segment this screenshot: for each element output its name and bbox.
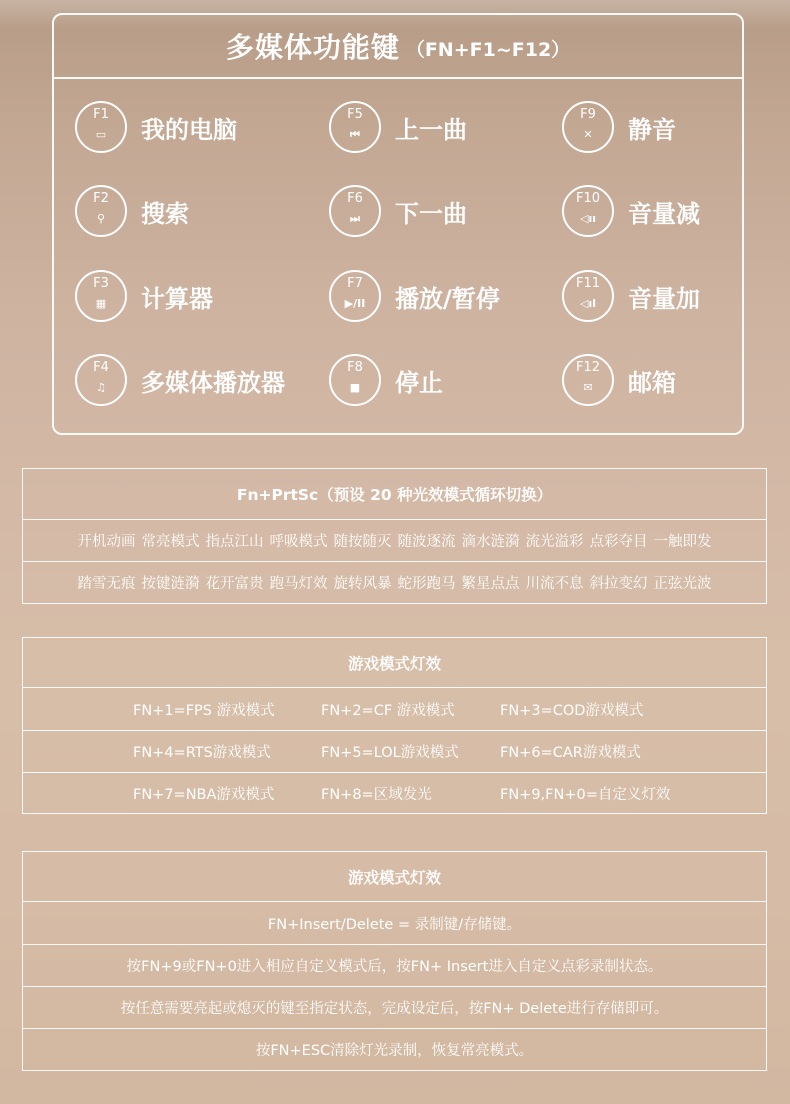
key-badge (562, 185, 614, 237)
game-mode-entry: FN+5=LOL游戏模式 (321, 745, 459, 761)
fn-key-f3 (75, 270, 213, 322)
key-code: F8 (347, 360, 363, 375)
game-modes-row (23, 772, 766, 813)
effect-name: 跑马灯效 (269, 576, 328, 592)
key-label: 音量减 (628, 199, 700, 228)
key-badge (75, 185, 127, 237)
key-badge (329, 354, 381, 406)
game-mode-entry: FN+7=NBA游戏模式 (133, 786, 275, 803)
fn-key-f4 (75, 354, 285, 406)
key-code: F12 (575, 360, 601, 375)
mail-icon: ✉ (583, 381, 593, 394)
key-label: 下一曲 (395, 199, 467, 228)
key-label: 邮箱 (628, 368, 676, 397)
key-code: F9 (580, 107, 596, 122)
light-effects-row-2 (23, 561, 766, 603)
fn-key-f9 (562, 101, 676, 153)
effect-name: 开机动画 (77, 534, 136, 550)
mute-icon: ✕ (583, 128, 593, 141)
game-mode-entry: FN+1=FPS 游戏模式 (133, 702, 275, 719)
volume-up-icon: ◁ıl (579, 297, 596, 310)
fn-key-f8 (329, 354, 443, 406)
effect-name: 旋转风暴 (333, 576, 392, 592)
computer-icon: ▭ (95, 128, 107, 141)
panel-subtitle: （FN+F1~F12） (405, 38, 571, 61)
game-modes-title: 游戏模式灯效 (347, 654, 441, 673)
key-badge (75, 270, 127, 322)
fn-key-f5 (329, 101, 467, 153)
key-badge (562, 101, 614, 153)
key-code: F2 (93, 191, 109, 206)
play-pause-icon: ▶/II (344, 297, 366, 310)
key-label: 多媒体播放器 (141, 368, 285, 397)
game-mode-entry: FN+4=RTS游戏模式 (133, 745, 271, 761)
effect-name: 繁星点点 (461, 576, 520, 592)
effect-name: 指点江山 (205, 534, 264, 550)
effect-name: 点彩夺目 (589, 534, 648, 550)
key-code: F1 (93, 107, 109, 122)
effect-name: 按键涟漪 (141, 576, 200, 592)
effect-name: 正弦光波 (653, 576, 712, 592)
custom-record-title: 游戏模式灯效 (347, 868, 441, 887)
effect-name: 随波逐流 (397, 534, 456, 550)
fn-key-f1 (75, 101, 237, 153)
key-code: F7 (347, 276, 363, 291)
key-code: F10 (575, 191, 601, 206)
key-label: 搜索 (141, 199, 189, 228)
game-mode-entry: FN+2=CF 游戏模式 (321, 702, 455, 719)
effect-name: 花开富贵 (205, 576, 264, 592)
stop-icon: ■ (349, 381, 361, 394)
key-badge (75, 101, 127, 153)
search-icon: ⚲ (96, 212, 106, 225)
key-label: 静音 (628, 115, 676, 144)
key-badge (329, 101, 381, 153)
effect-name: 滴水涟漪 (461, 534, 520, 550)
fn-key-f7 (329, 270, 500, 322)
light-effects-table (22, 468, 767, 604)
key-label: 播放/暂停 (395, 284, 500, 313)
custom-record-line: 按任意需要亮起或熄灭的键至指定状态，完成设定后，按FN+ Delete进行存储即可。 (23, 986, 766, 1028)
key-label: 计算器 (141, 284, 213, 313)
key-label: 音量加 (628, 284, 700, 313)
light-effects-title: Fn+PrtSc（预设 20 种光效模式循环切换） (236, 486, 553, 504)
effect-name: 随按随灭 (333, 534, 392, 550)
game-modes-row (23, 730, 766, 772)
panel-header (54, 15, 742, 79)
key-badge (329, 185, 381, 237)
light-effects-row-1 (23, 519, 766, 561)
key-label: 停止 (395, 368, 443, 397)
key-badge (562, 270, 614, 322)
game-mode-entry: FN+9,FN+0=自定义灯效 (500, 786, 671, 803)
next-track-icon: ⏭ (350, 212, 360, 225)
volume-down-icon: ◁ıı (579, 212, 596, 225)
key-code: F11 (575, 276, 601, 291)
effect-name: 一触即发 (653, 534, 712, 550)
custom-record-line: 按FN+ESC清除灯光录制，恢复常亮模式。 (23, 1028, 766, 1070)
effect-name: 川流不息 (525, 576, 584, 592)
effect-name: 蛇形跑马 (397, 576, 456, 592)
key-label: 我的电脑 (141, 115, 237, 144)
fn-key-f10 (562, 185, 700, 237)
game-mode-entry: FN+6=CAR游戏模式 (500, 745, 641, 761)
custom-record-line: 按FN+9或FN+0进入相应自定义模式后，按FN+ Insert进入自定义点彩录制状态。 (23, 944, 766, 986)
fn-key-f11 (562, 270, 700, 322)
key-code: F3 (93, 276, 109, 291)
custom-record-table (22, 851, 767, 1071)
key-code: F5 (347, 107, 363, 122)
effect-name: 常亮模式 (141, 534, 200, 550)
key-code: F4 (93, 360, 109, 375)
game-mode-entry: FN+8=区域发光 (321, 786, 432, 803)
custom-record-line: FN+Insert/Delete = 录制键/存储键。 (23, 901, 766, 944)
media-player-icon: ♫ (96, 381, 106, 394)
effect-name: 流光溢彩 (525, 534, 584, 550)
calculator-icon: ▦ (95, 297, 107, 310)
previous-track-icon: ⏮ (350, 128, 360, 141)
game-modes-table (22, 637, 767, 814)
game-mode-entry: FN+3=COD游戏模式 (500, 702, 644, 719)
effect-name: 踏雪无痕 (77, 576, 136, 592)
fn-key-f6 (329, 185, 467, 237)
key-code: F6 (347, 191, 363, 206)
key-badge (75, 354, 127, 406)
effect-name: 呼吸模式 (269, 534, 328, 550)
panel-title: 多媒体功能键 (225, 31, 400, 64)
key-label: 上一曲 (395, 115, 467, 144)
fn-key-f12 (562, 354, 676, 406)
fn-key-f2 (75, 185, 189, 237)
game-modes-row (23, 687, 766, 730)
effect-name: 斜拉变幻 (589, 576, 648, 592)
key-badge (329, 270, 381, 322)
key-badge (562, 354, 614, 406)
